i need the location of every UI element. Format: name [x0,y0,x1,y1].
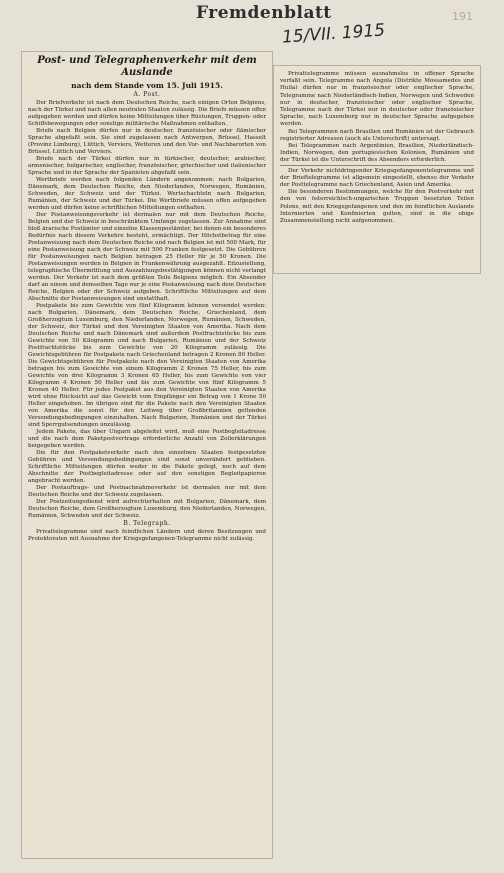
handwritten-date: 15/VII. 1915 [281,20,386,48]
paragraph-postanweisung: Der Postanweisungsverkehr ist dermalen nur mit dem Deutschen Reiche, Belgien und der Schweiz in beschränktem Umfange zugelassen. Zur Annahme sind bloß ärarische Postämter und einzelne Klassenpostämter, bei denen ein besonderes Bedürfnis nach diesem Verkehre besteht, ermächtigt. Der Höchstbetrag für eine Postanweisung nach dem Deutschen Reiche und nach Belgien ist mit 500 Mark, für eine Postanweisung nach der Schweiz mit 500 Franken festgesetzt. Die Gebühren für Postanweisungen nach Belgien betragen 25 Heller für je 50 Kronen. Die Postanweisungen werden in Belgien in Frankenwährung ausgezahlt. Eilzustellung, telegraphische Übermittlung und Auszahlungsbestätigungen können nicht verlangt werden. Der Verkehr ist nach dem größten Teile Belgiens möglich. Ein Absender darf an einem und demselben Tage nur je eine Postanweisung nach dem Deutschen Reiche, Belgien oder der Schweiz aufgeben. Schriftliche Mitteilungen auf dem Abschnitte der Postanweisungen sind unstatthaft. [28,212,266,302]
section-heading-telegraph: B. Telegraph. [123,520,171,527]
masthead [0,0,504,48]
article-headline: Post- und Telegraphenverkehr mit dem Auslande [37,55,257,78]
paragraph-briefverkehr: Der Briefverkehr ist nach dem Deutschen Reiche, nach einigen Orten Belgiens, nach der Türkei und nach allen neutralen Staaten zulässig. Die Briefe müssen offen aufgegeben werden und dürfen keine Mitteilungen über Rüstungen, Truppen- oder Schiffsbewegungen oder sonstige militärische Maßnahmen enthalten. [28,100,266,127]
clipping-continuation [274,66,480,273]
paragraph-sprache: Privattelegramme müssen ausnahmslos in offener Sprache verfaßt sein. Telegramme nach Angola (Distrikte Mossamedes und Huila) dürfen nur in französischer oder englischer Sprache, Telegramme nach Niederländisch-Indien, Norwegen und Schweden nur in deutscher, französischer oder englischer Sprache, Telegramme nach der Türkei nur in deutscher oder französischer Sprache, nach Luxemburg nur in deutscher Sprache aufgegeben werden. [280,71,474,128]
paragraph-belgien: Briefe nach Belgien dürfen nur in deutscher, französischer oder flämischer Sprache abgefaßt sein. Sie sind zugelassen nach Antwerpen, Brüssel, Hasselt (Provinz Limburg), Lüttich, Verviers, Wetteren und den Vor- und Nachbarorten von Brüssel, Lüttich und Verviers. [28,128,266,155]
paragraph-wertbriefe: Wertbriefe werden nach folgenden Ländern angenommen: nach Bulgarien, Dänemark, dem Deutschen Reiche, den Niederlanden, Norwegen, Rumänien, Schweden, der Schweiz und der Türkei. Wertschachteln nach Bulgarien, Rumänien, der Schweiz und der Türkei. Die Wertbriefe müssen offen aufgegeben werden und dürfen keine schriftlichen Mitteilungen enthalten. [28,177,266,211]
paragraph-postpakete: Postpakete bis zum Gewichte von fünf Kilogramm können versendet werden: nach Bulgarien, Dänemark, dem Deutschen Reiche, Griechenland, dem Großherzogtum Luxemburg, den Niederlanden, Norwegen, Rumänien, Schweden, der Schweiz, der Türkei und den Vereinigten Staaten von Amerika. Nach dem Deutschen Reiche und nach Dänemark sind außerdem Postfrachtstücke bis zum Gewichte von 50 Kilogramm und nach Bulgarien, Rumänien und der Schweiz Postfrachtstücke bis zum Gewichte von 20 Kilogramm zulässig. Die Gewichtsgebühren für Postpakete nach Griechenland betragen 2 Kronen 80 Heller. Die Gewichtsgebühren für Postpakete nach den Vereinigten Staaten von Amerika betragen bis zum Gewichte von einem Kilogramm 2 Kronen 75 Heller, bis zum Gewichte von drei Kilogramm 3 Kronen 65 Heller, bis zum Gewichte von vier Kilogramm 4 Kronen 50 Heller und bis zum Gewichte von fünf Kilogramm 5 Kronen 40 Heller. Für jedes Postpaket aus den Vereinigten Staaten von Amerika wird ohne Rücksicht auf das Gewicht vom Empfänger ein Betrag von 1 Krone 50 Heller eingehoben. Im übrigen sind für die Pakete nach den Vereinigten Staaten von Amerika die sonst für den Leitweg über Großbritannien geltenden Versendungsbedingungen einzuhalten. Nach Bulgarien, Rumänien und der Türkei sind Sperrgutsendungen unzulässig. [28,303,266,428]
paragraph-unterschrift: Bei Telegrammen nach Argentinien, Brasilien, Niederländisch-Indien, Norwegen, den portugiesischen Kolonien, Rumänien und der Türkei ist die Unterschrift des Absenders erforderlich. [280,143,474,164]
clipping-main [22,52,272,858]
paragraph-tuerkei: Briefe nach der Türkei dürfen nur in türkischer, deutscher, arabischer, armenischer, bulgarischer, englischer, französischer, griechischer und italienischer Sprache und in der Sprache der Spaniolen abgefaßt sein. [28,156,266,176]
paragraph-ungarn: Jedem Pakete, das über Ungarn abgeleitet wird, muß eine Postbegleitadresse und die nach dem Paketpostvertrage erforderliche Anzahl von Zollerklärungen beigegeben werden. [28,429,266,449]
paragraph-postzeitung: Der Postzeitungsdienst wird aufrechterhalten mit Bulgarien, Dänemark, dem Deutschen Reiche, dem Großherzogtum Luxemburg, den Niederlanden, Norwegen, Rumänien, Schweden und der Schweiz. [28,499,266,519]
archive-number: 191 [452,10,473,23]
paragraph-adressen: Bei Telegrammen nach Brasilien und Rumänien ist der Gebrauch registrierter Adressen (auch als Unterschrift) untersagt. [280,128,474,142]
paragraph-postauftrag: Der Postauftrags- und Postnachnahmeverkehr ist dermalen nur mit dem Deutschen Reiche und der Schweiz zugelassen. [28,485,266,498]
paragraph-gebuehren: Die für den Postpaketverkehr nach den einzelnen Staaten festgesetzten Gebühren und Versendungsbedingungen sind sonst unverändert geblieben. Schriftliche Mitteilungen dürfen weder in die Pakete gelegt, noch auf dem Abschnitte der Postbegleitadresse oder auf den sonstigen Begleitpapieren angebracht werden. [28,450,266,484]
divider [280,165,474,166]
newspaper-name: Fremdenblatt [196,3,332,23]
article-column-continuation [280,71,474,225]
article-subheadline: nach dem Stande vom 15. Juli 1915. [71,81,223,90]
paragraph-privattelegramme: Privattelegramme sind nach feindlichen Ländern und deren Besitzungen und Protektoraten mit Ausnahme der Kriegsgefangenen-Telegramme nicht zulässig. [28,529,266,542]
paragraph-eingestellt: Der Verkehr nichtdringender Kriegsgefangenentelegramme und der Brieftelegramme ist allgemein eingestellt, ebenso der Verkehr der Posttelegramme nach Griechenland, Asien und Amerika. [280,167,474,189]
section-heading-post: A. Post. [133,91,161,98]
article-column-main [28,52,266,543]
paragraph-bestimmungen: Die besonderen Bestimmungen, welche für den Postverkehr mit den von österreichisch-ungarischen Truppen besetzten Teilen Polens, mit den Kriegsgefangenen und den im feindlichen Auslande Internierten und Konfinierten gelten, sind in die obige Zusammenstellung nicht aufgenommen. [280,189,474,225]
